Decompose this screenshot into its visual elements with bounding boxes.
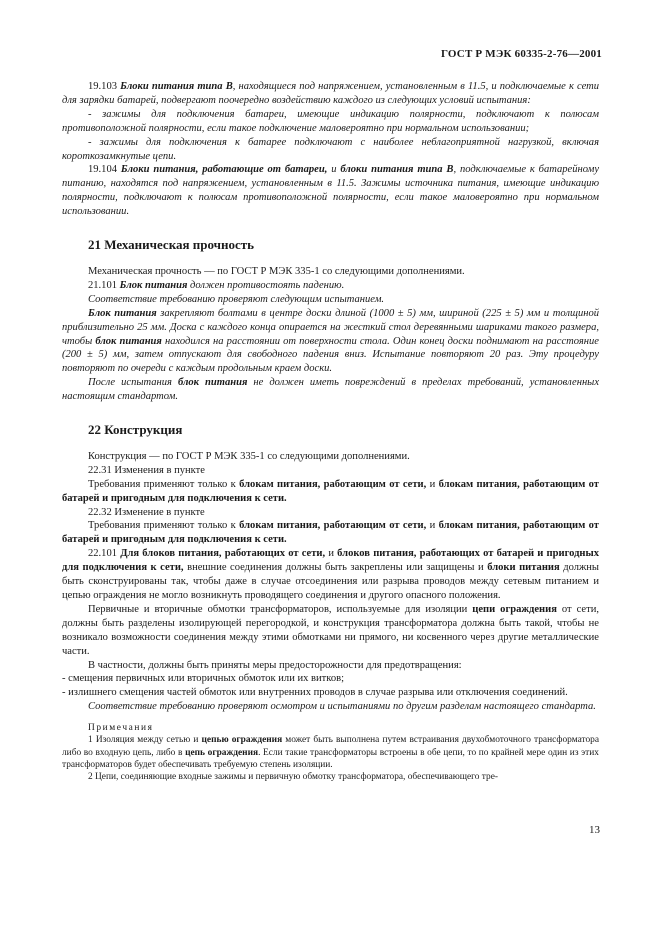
notes-title: Примечания: [88, 723, 154, 734]
clause-19-103-item-2: - зажимы для подключения к батарее подключают с наиболее неблагоприятной нагрузкой, включая короткозамкнутые цепи.: [62, 136, 599, 162]
clause-21-101: 21.101 Блок питания должен противостоять падению.: [88, 279, 345, 291]
clause-22-32: 22.32 Изменение в пункте: [88, 506, 205, 518]
section-21-heading: 21 Механическая прочность: [88, 237, 255, 253]
clause-22-101-item-1: - смещения первичных или вторичных обмоток или их витков;: [62, 673, 345, 685]
clause-22-101-windings: Первичные и вторичные обмотки трансформаторов, используемые для изоляции цепи ограждения от сети, должны быть разделены изолирующей перегородкой, и конструкция трансформатора должна быть такой, чтобы не возникало возможности соединения между этими обмотками ни прямого, ни косвенного через другие металлические части.: [62, 603, 599, 657]
section-22-intro: Конструкция — по ГОСТ Р МЭК 335-1 со следующими дополнениями.: [88, 450, 410, 462]
running-header: ГОСТ Р МЭК 60335-2-76—2001: [440, 48, 602, 60]
clause-22-101-item-2: - излишнего смещения частей обмоток или внутренних проводов в случае разрыва или отключения соединений.: [62, 687, 568, 699]
clause-22-32-text: Требования применяют только к блокам питания, работающим от сети, и блокам питания, работающим от батарей и пригодным для подключения к сети.: [62, 520, 599, 546]
clause-19-103: 19.103 Блоки питания типа В, находящиеся под напряжением, установленным в 11.5, и подключаемые к сети для зарядки батарей, подвергают поочередно воздействию каждого из следующих условий испытания:: [62, 81, 599, 106]
section-21-after-test: После испытания блок питания не должен иметь повреждений в пределах требований, установленных настоящим стандартом.: [62, 377, 600, 403]
page-body: [62, 80, 599, 784]
clause-22-101-particular: В частности, должны быть приняты меры предосторожности для предотвращения:: [88, 659, 462, 671]
note-1: 1 Изоляция между сетью и цепью ограждения может быть выполнена путем встраивания двухобмоточного трансформатора либо во входную цепь, либо в цепь ограждения. Если такие трансформаторы встроены в обе цепи, то по крайней мере один из этих трансформаторов будет обеспечивать требуемую степень изоляции.: [62, 735, 599, 771]
page-number: 13: [589, 824, 600, 836]
note-2: 2 Цепи, соединяющие входные зажимы и первичную обмотку трансформатора, обеспечивающего тре-: [88, 772, 498, 783]
clause-22-101: 22.101 Для блоков питания, работающих от сети, и блоков питания, работающих от батарей и пригодных для подключения к сети, внешние соединения должны быть закреплены или защищены и блоки питания должны быть сконструированы так, чтобы даже в случае отсоединения или разрыва проводов между сетевым питанием и цепью ограждения не могло возникнуть проводящего соединения и другого опасного положения.: [62, 548, 600, 601]
clause-22-31-text: Требования применяют только к блокам питания, работающим от сети, и блокам питания, работающим от батарей и пригодным для подключения к сети.: [62, 478, 599, 504]
notes: [62, 722, 599, 783]
clause-22-31: 22.31 Изменения в пункте: [88, 464, 205, 476]
section-21-test: Блок питания закрепляют болтами в центре доски длиной (1000 ± 5) мм, шириной (225 ± 5) мм и толщиной приблизительно 25 мм. Доска с каждого конца опирается на жесткий стол деревянными шариками такого размера, чтобы блок питания находился на расстоянии от поверхности стола. Один конец доски поднимают на расстояние (200 ± 5) мм, затем отпускают для свободного падения вниз. Испытание повторяют 20 раз. Эту процедуру повторяют по очереди с каждым продольным краем доски.: [62, 307, 600, 375]
section-21-intro: Механическая прочность — по ГОСТ Р МЭК 335-1 со следующими дополнениями.: [88, 265, 465, 277]
section-21-compliance: Соответствие требованию проверяют следующим испытанием.: [88, 293, 385, 305]
section-22-compliance: Соответствие требованию проверяют осмотром и испытаниями по другим разделам настоящего стандарта.: [88, 701, 596, 713]
clause-19-104: 19.104 Блоки питания, работающие от батареи, и блоки питания типа В, подключаемые к батарейному питанию, находятся под напряжением, установленным в 11.5. Зажимы источника питания, имеющие индикацию полярности, подключают к полюсам противоположной полярности, если такое маловероятно при нормальном использовании.: [62, 164, 600, 218]
section-22-heading: 22 Конструкция: [88, 422, 183, 438]
clause-19-103-item-1: - зажимы для подключения батареи, имеющие индикацию полярности, подключают к полюсам противоположной полярности, если такое подключение маловероятно при нормальном использовании;: [62, 108, 599, 134]
